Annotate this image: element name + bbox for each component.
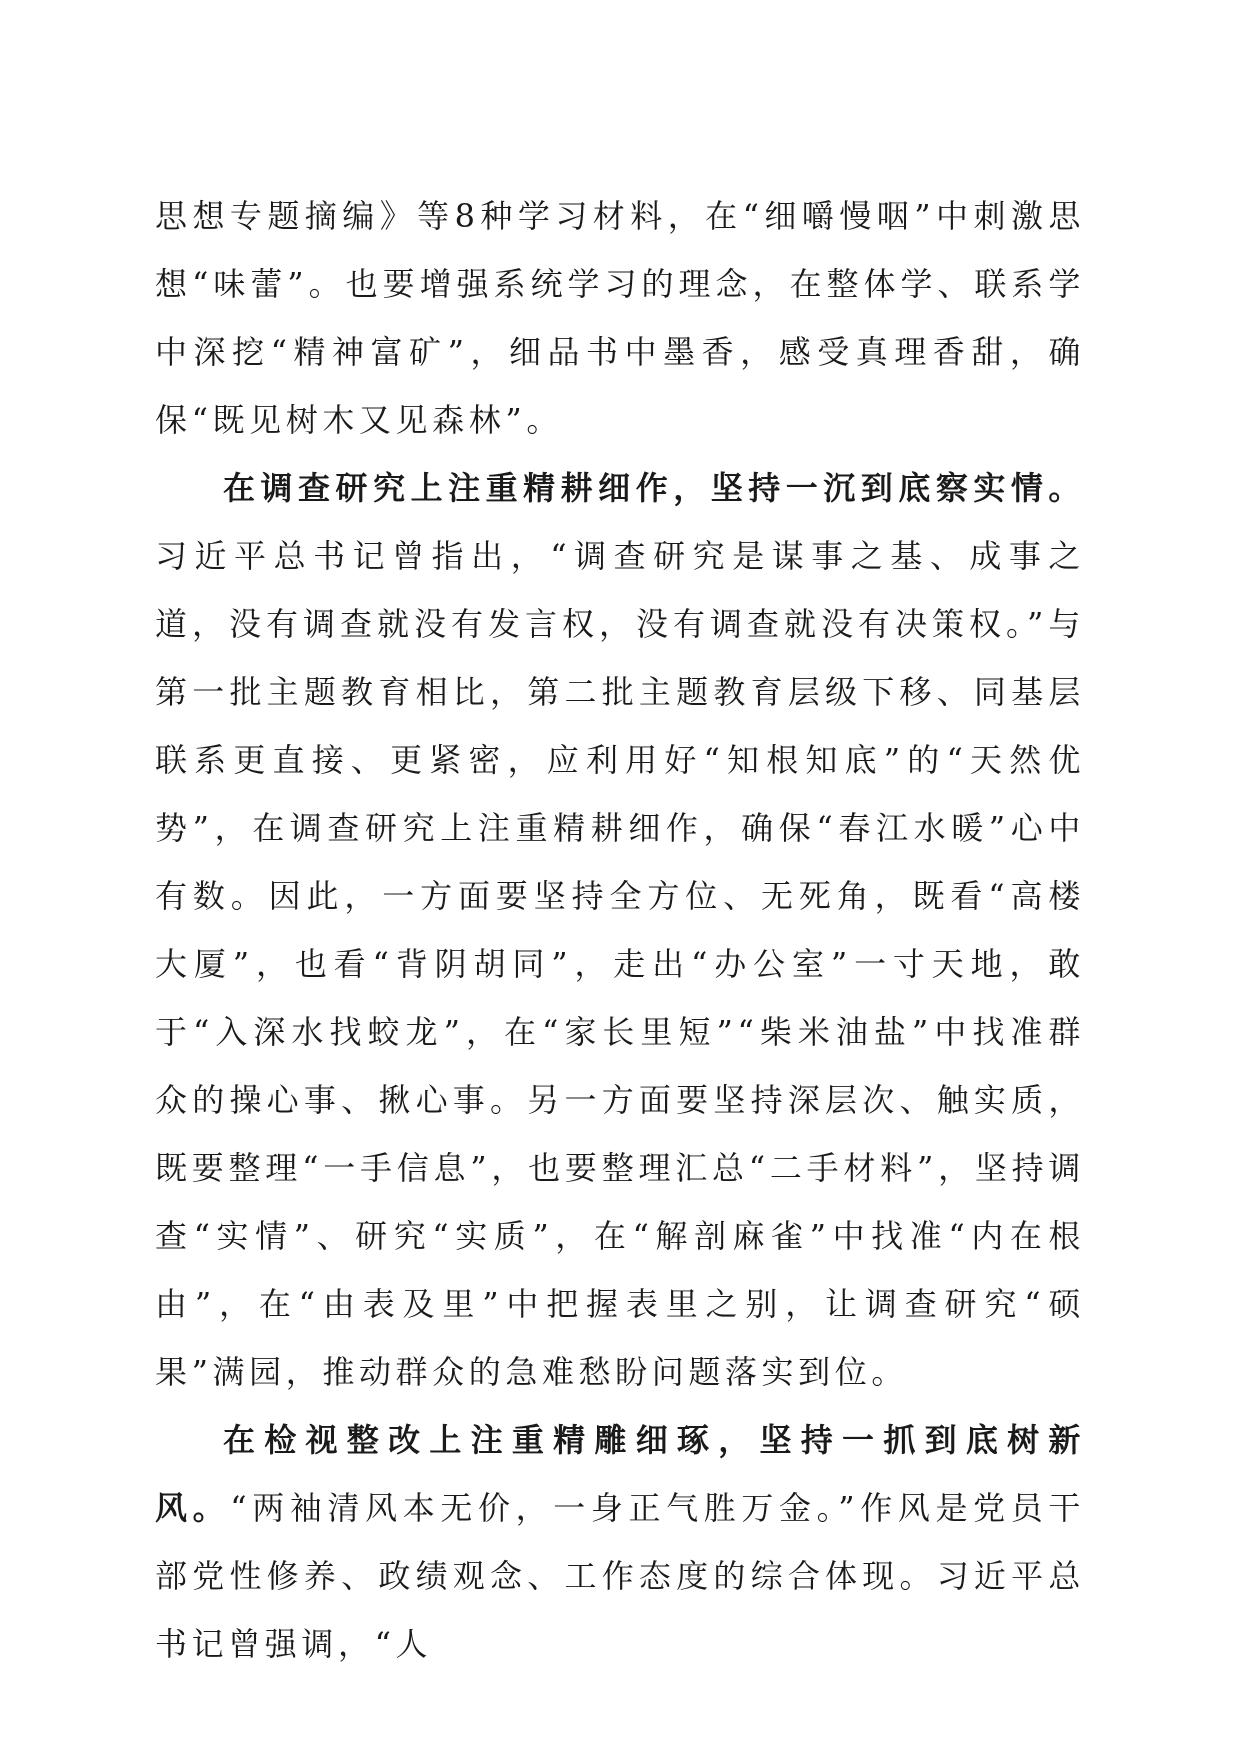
paragraph-3-heading: 在检视整改上注重精雕细琢，坚持一抓到底树新风。 [155,1421,1085,1527]
paragraph-3 [155,1406,1085,1678]
paragraph-2-text: 习近平总书记曾指出，“调查研究是谋事之基、成事之道，没有调查就没有发言权，没有调查就没有决策权。”与第一批主题教育相比，第二批主题教育层级下移、同基层联系更直接、更紧密，应利用好“知根知底”的“天然优势”，在调查研究上注重精耕细作，确保“春江水暖”心中有数。因此，一方面要坚持全方位、无死角，既看“高楼大厦”，也看“背阴胡同”，走出“办公室”一寸天地，敢于“入深水找蛟龙”，在“家长里短”“柴米油盐”中找准群众的操心事、揪心事。另一方面要坚持深层次、触实质，既要整理“一手信息”，也要整理汇总“二手材料”，坚持调查“实情”、研究“实质”，在“解剖麻雀”中找准“内在根由”，在“由表及里”中把握表里之别，让调查研究“硕果”满园，推动群众的急难愁盼问题落实到位。 [155,537,1085,1391]
paragraph-2 [155,454,1085,1406]
paragraph-1-text: 思想专题摘编》等8种学习材料，在“细嚼慢咽”中刺激思想“味蕾”。也要增强系统学习的理念，在整体学、联系学中深挖“精神富矿”，细品书中墨香，感受真理香甜，确保“既见树木又见森林”。 [155,197,1085,439]
paragraph-2-heading: 在调查研究上注重精耕细作，坚持一沉到底察实情。 [223,469,1085,507]
document-body [155,182,1085,1678]
paragraph-1 [155,182,1085,454]
paragraph-3-text: “两袖清风本无价，一身正气胜万金。”作风是党员干部党性修养、政绩观念、工作态度的综合体现。习近平总书记曾强调，“人 [155,1489,1086,1663]
